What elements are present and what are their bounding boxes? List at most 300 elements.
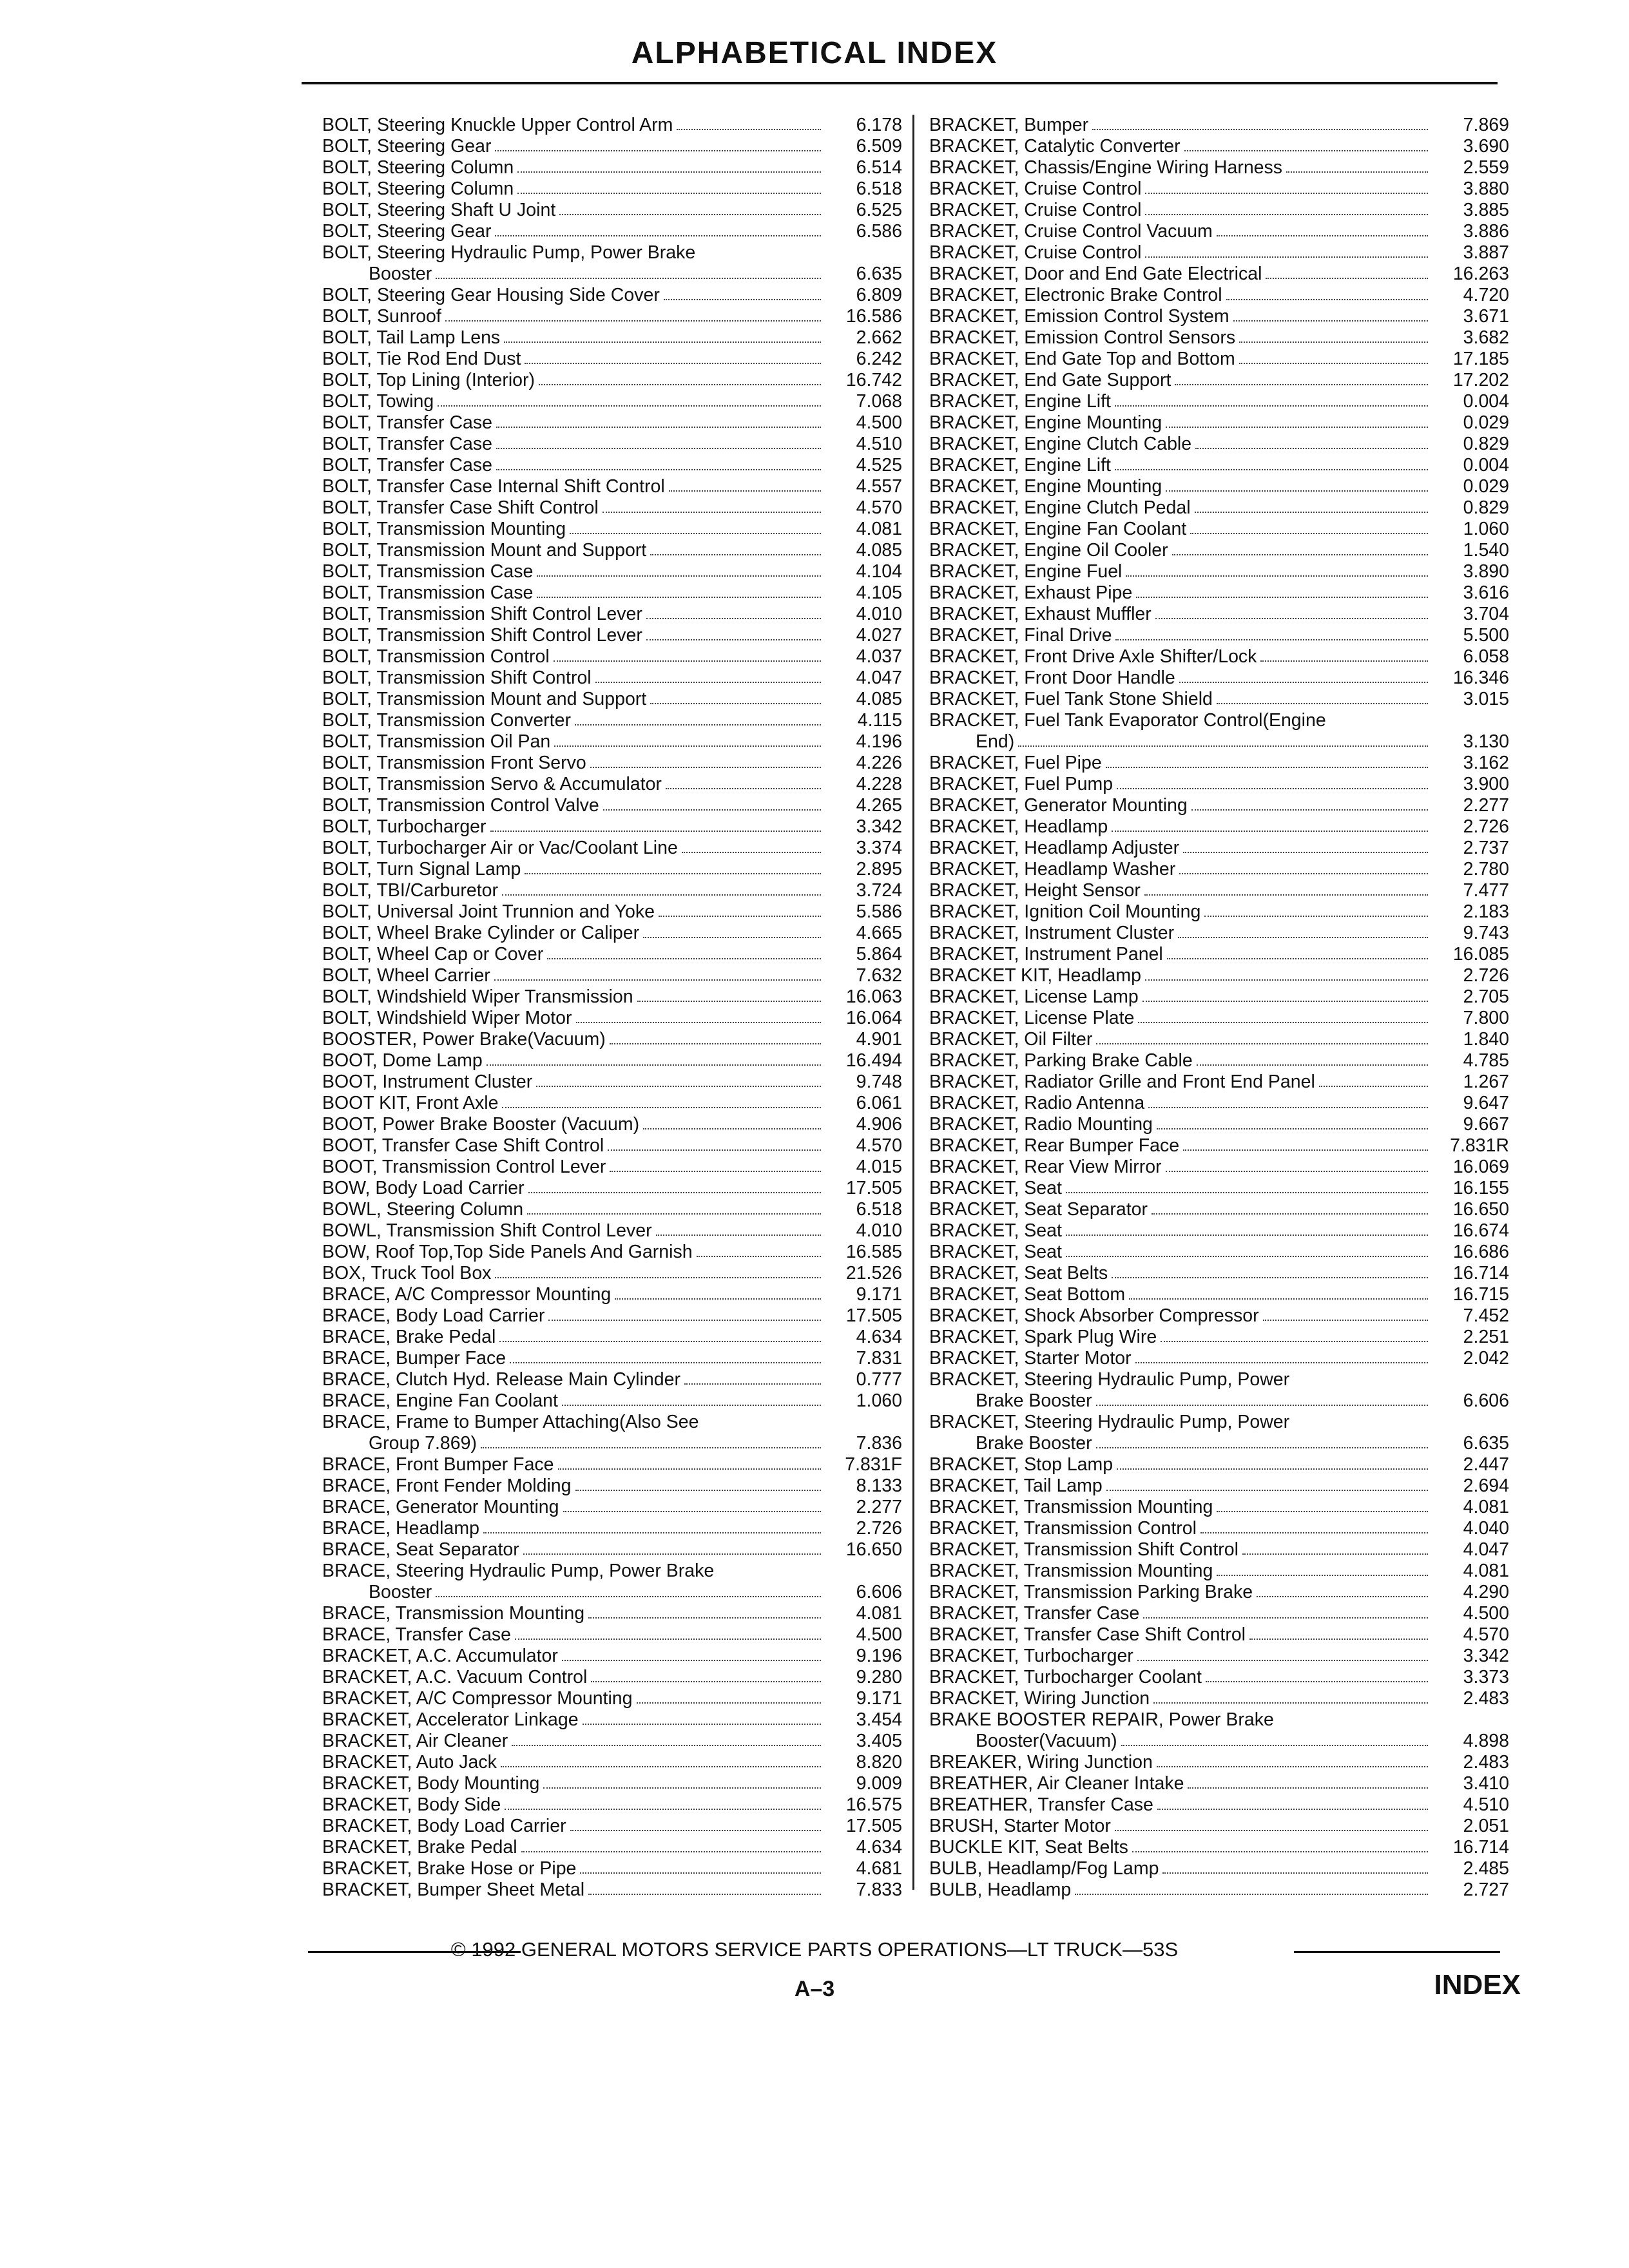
index-entry — [929, 1284, 1509, 1305]
index-entry — [929, 816, 1509, 838]
dot-leader — [1217, 1511, 1428, 1512]
dot-leader — [1195, 512, 1428, 513]
page-reference: 3.130 — [1463, 731, 1509, 752]
entry-name: BRACKET, Fuel Pipe — [929, 753, 1102, 773]
entry-name: BOLT, Steering Gear — [322, 136, 492, 157]
index-entry — [322, 1667, 902, 1688]
page-reference: 2.483 — [1463, 1752, 1509, 1773]
index-entry — [929, 986, 1509, 1008]
dot-leader — [1175, 384, 1428, 385]
page-reference: 4.570 — [856, 497, 902, 518]
page-title: ALPHABETICAL INDEX — [631, 36, 998, 70]
index-entry — [322, 1858, 902, 1879]
index-entry — [929, 1752, 1509, 1773]
index-entry — [322, 1794, 902, 1816]
entry-name: BRACKET, Engine Lift — [929, 391, 1111, 412]
dot-leader — [1239, 341, 1428, 343]
dot-leader — [1260, 660, 1428, 662]
index-entry — [322, 838, 902, 859]
entry-name: BRACE, Generator Mounting — [322, 1497, 559, 1517]
entry-name: BOLT, Steering Knuckle Upper Control Arm — [322, 115, 673, 135]
index-entry — [929, 1157, 1509, 1178]
dot-leader — [1066, 1235, 1428, 1236]
page-reference: 6.635 — [1463, 1433, 1509, 1454]
index-entry — [929, 327, 1509, 349]
entry-name: BOLT, Tie Rod End Dust — [322, 349, 521, 369]
entry-name: BRAKE BOOSTER REPAIR, Power Brake — [929, 1709, 1274, 1730]
dot-leader — [1136, 597, 1428, 598]
page-reference: 1.840 — [1463, 1029, 1509, 1050]
index-entry-continuation — [929, 1433, 1509, 1454]
page-reference: 3.015 — [1463, 689, 1509, 709]
index-entry — [322, 1879, 902, 1901]
index-entry — [322, 455, 902, 476]
dot-leader — [1129, 1298, 1428, 1300]
index-entry — [929, 1794, 1509, 1816]
index-entry — [929, 349, 1509, 370]
index-entry — [322, 859, 902, 880]
dot-leader — [1178, 937, 1428, 938]
index-entry — [322, 1008, 902, 1029]
index-entry — [322, 349, 902, 370]
index-entry — [322, 880, 902, 901]
page-reference: 1.060 — [1463, 519, 1509, 539]
page-reference: 16.263 — [1452, 264, 1509, 284]
entry-name: BRACKET, Emission Control Sensors — [929, 327, 1236, 348]
dot-leader — [650, 703, 821, 704]
index-entry — [929, 880, 1509, 901]
index-entry — [322, 370, 902, 391]
index-entry — [322, 1752, 902, 1773]
page-reference: 7.800 — [1463, 1008, 1509, 1028]
dot-leader — [1115, 469, 1428, 470]
page-reference: 2.726 — [856, 1518, 902, 1539]
page-reference: 4.228 — [856, 774, 902, 794]
dot-leader — [1096, 1043, 1428, 1044]
page-reference: 4.037 — [856, 646, 902, 667]
index-entry — [929, 1624, 1509, 1646]
index-entry — [322, 178, 902, 200]
index-entry — [322, 434, 902, 455]
page-reference: 2.895 — [856, 859, 902, 879]
index-entry — [322, 731, 902, 753]
entry-name: BRACE, Transmission Mounting — [322, 1603, 585, 1624]
dot-leader — [483, 1532, 821, 1533]
index-entry — [322, 1072, 902, 1093]
index-entry — [322, 1135, 902, 1157]
dot-leader — [1184, 150, 1428, 151]
entry-name: BRACE, Front Fender Molding — [322, 1475, 572, 1496]
dot-leader — [1263, 1320, 1428, 1321]
index-entry — [929, 1816, 1509, 1837]
entry-name-continued: Booster — [369, 1582, 432, 1602]
page-reference: 7.869 — [1463, 115, 1509, 135]
index-entry — [322, 476, 902, 497]
entry-name: BOW, Roof Top,Top Side Panels And Garnish — [322, 1242, 693, 1262]
dot-leader — [684, 1383, 821, 1385]
dot-leader — [650, 554, 821, 555]
page-reference: 2.485 — [1463, 1858, 1509, 1879]
index-entry — [322, 1539, 902, 1561]
dot-leader — [1018, 745, 1428, 747]
dot-leader — [591, 1681, 821, 1682]
entry-name: BRACKET, Final Drive — [929, 625, 1112, 646]
dot-leader — [1138, 1022, 1428, 1023]
page-reference: 4.634 — [856, 1327, 902, 1347]
dot-leader — [481, 1447, 821, 1448]
dot-leader — [576, 1022, 821, 1023]
index-entry — [322, 285, 902, 306]
entry-name: BRACKET KIT, Headlamp — [929, 965, 1141, 986]
index-entry — [322, 242, 902, 264]
entry-name: BRACKET, Transfer Case Shift Control — [929, 1624, 1246, 1645]
index-entry — [929, 1412, 1509, 1433]
index-entry — [929, 1242, 1509, 1263]
dot-leader — [537, 597, 821, 598]
index-entry — [322, 157, 902, 178]
index-entry — [929, 1773, 1509, 1794]
entry-name: BOLT, Steering Hydraulic Pump, Power Brake — [322, 242, 696, 263]
index-entry — [929, 1646, 1509, 1667]
index-entry — [929, 136, 1509, 157]
page-reference: 16.650 — [1452, 1199, 1509, 1220]
entry-name: BOLT, Transmission Mount and Support — [322, 540, 647, 561]
dot-leader — [1239, 363, 1428, 364]
entry-name: BRACKET, Cruise Control — [929, 178, 1142, 199]
dot-leader — [537, 575, 821, 577]
dot-leader — [1132, 1851, 1428, 1852]
dot-leader — [610, 1171, 821, 1172]
entry-name: BOLT, Transmission Mounting — [322, 519, 566, 539]
dot-leader — [562, 1660, 821, 1661]
entry-name: BRACE, Seat Separator — [322, 1539, 519, 1560]
title-rule — [302, 82, 1498, 84]
page-reference: 3.405 — [856, 1731, 902, 1751]
page-reference: 17.505 — [845, 1305, 902, 1326]
index-entry — [322, 1603, 902, 1624]
dot-leader — [1157, 1128, 1428, 1129]
page-reference: 6.509 — [856, 136, 902, 157]
entry-name: BRACKET, Seat — [929, 1242, 1062, 1262]
entry-name: BRACKET, Fuel Pump — [929, 774, 1113, 794]
index-entry — [322, 1390, 902, 1412]
entry-name: BRACE, Transfer Case — [322, 1624, 512, 1645]
dot-leader — [525, 873, 821, 874]
dot-leader — [1217, 703, 1428, 704]
dot-leader — [1166, 1171, 1428, 1172]
dot-leader — [1066, 1192, 1428, 1193]
index-entry — [929, 944, 1509, 965]
entry-name: BRACKET, Air Cleaner — [322, 1731, 508, 1751]
index-entry — [322, 1284, 902, 1305]
entry-name: BRACKET, End Gate Support — [929, 370, 1171, 390]
entry-name: BRACKET, Shock Absorber Compressor — [929, 1305, 1259, 1326]
page-reference: 7.632 — [856, 965, 902, 986]
dot-leader — [583, 1724, 821, 1725]
page-reference: 6.586 — [856, 221, 902, 242]
page-reference: 4.525 — [856, 455, 902, 476]
entry-name: BRACKET, Seat — [929, 1220, 1062, 1241]
entry-name: BRACKET, Engine Mounting — [929, 412, 1162, 433]
dot-leader — [1197, 1064, 1428, 1066]
entry-name: BRACKET, Body Mounting — [322, 1773, 540, 1794]
index-entry — [929, 178, 1509, 200]
dot-leader — [502, 894, 821, 896]
entry-name-continued: Brake Booster — [976, 1390, 1092, 1411]
index-entry — [322, 1731, 902, 1752]
index-entry — [929, 668, 1509, 689]
index-entry — [929, 306, 1509, 327]
page-reference: 4.906 — [856, 1114, 902, 1135]
index-entry — [929, 1327, 1509, 1348]
entry-name: BRACKET, Engine Mounting — [929, 476, 1162, 497]
entry-name: BRACKET, Bumper — [929, 115, 1089, 135]
dot-leader — [554, 745, 821, 747]
page-reference: 16.494 — [845, 1050, 902, 1071]
dot-leader — [496, 427, 821, 428]
index-entry — [322, 1348, 902, 1369]
dot-leader — [517, 193, 821, 194]
dot-leader — [1179, 873, 1428, 874]
index-entry-continuation — [929, 1390, 1509, 1412]
entry-name: BRACKET, Tail Lamp — [929, 1475, 1103, 1496]
dot-leader — [1112, 831, 1428, 832]
entry-name: BOLT, Transmission Control Valve — [322, 795, 599, 816]
index-entry — [322, 1475, 902, 1497]
dot-leader — [1204, 916, 1428, 917]
entry-name: BUCKLE KIT, Seat Belts — [929, 1837, 1128, 1858]
dot-leader — [637, 1702, 821, 1704]
index-entry — [929, 838, 1509, 859]
index-entry — [322, 774, 902, 795]
index-entry — [929, 1305, 1509, 1327]
dot-leader — [1143, 1617, 1428, 1619]
dot-leader — [438, 405, 821, 407]
page-reference: 2.051 — [1463, 1816, 1509, 1836]
page-reference: 2.705 — [1463, 986, 1509, 1007]
index-entry — [929, 1199, 1509, 1220]
entry-name: BOLT, Steering Gear — [322, 221, 492, 242]
dot-leader — [495, 150, 821, 151]
page-reference: 1.267 — [1463, 1072, 1509, 1092]
entry-name: BRACKET, Steering Hydraulic Pump, Power — [929, 1412, 1290, 1432]
entry-name: BRACKET, Transmission Mounting — [929, 1561, 1213, 1581]
page-reference: 3.616 — [1463, 582, 1509, 603]
entry-name: BOLT, Transmission Shift Control Lever — [322, 604, 642, 624]
entry-name: BRACKET, Headlamp Adjuster — [929, 838, 1180, 858]
dot-leader — [575, 724, 821, 726]
page-reference: 16.575 — [845, 1794, 902, 1815]
index-entry — [322, 115, 902, 136]
page-reference: 3.890 — [1463, 561, 1509, 582]
entry-name: BRACKET, Headlamp Washer — [929, 859, 1176, 879]
dot-leader — [1242, 1553, 1428, 1555]
index-entry — [322, 1093, 902, 1114]
page-reference: 3.690 — [1463, 136, 1509, 157]
entry-name: BOLT, Transmission Case — [322, 582, 534, 603]
index-entry — [322, 1773, 902, 1794]
page-reference: 2.726 — [1463, 965, 1509, 986]
entry-name: BRACKET, Parking Brake Cable — [929, 1050, 1193, 1071]
entry-name: BOLT, Sunroof — [322, 306, 441, 327]
entry-name-continued: End) — [976, 731, 1015, 752]
page-reference: 7.452 — [1463, 1305, 1509, 1326]
index-entry — [929, 391, 1509, 412]
page-reference: 3.682 — [1463, 327, 1509, 348]
page-reference: 16.674 — [1452, 1220, 1509, 1241]
page-reference: 2.042 — [1463, 1348, 1509, 1369]
index-entry — [322, 1497, 902, 1518]
entry-name: BRACE, Brake Pedal — [322, 1327, 496, 1347]
index-entry — [322, 1646, 902, 1667]
entry-name: BOLT, Steering Shaft U Joint — [322, 200, 556, 220]
entry-name: BRACKET, Body Load Carrier — [322, 1816, 566, 1836]
entry-name: BOLT, Transmission Shift Control — [322, 668, 592, 688]
entry-name: BOLT, Top Lining (Interior) — [322, 370, 535, 390]
entry-name: BRACKET, A.C. Accumulator — [322, 1646, 558, 1666]
dot-leader — [1195, 448, 1428, 449]
page-reference: 2.483 — [1463, 1688, 1509, 1709]
dot-leader — [1148, 1107, 1428, 1108]
dot-leader — [1066, 1256, 1428, 1257]
dot-leader — [1145, 214, 1428, 215]
page-reference: 3.410 — [1463, 1773, 1509, 1794]
page-reference: 2.277 — [1463, 795, 1509, 816]
dot-leader — [610, 1043, 821, 1044]
entry-name: BRACKET, Brake Hose or Pipe — [322, 1858, 577, 1879]
entry-name: BRACKET, Engine Clutch Cable — [929, 434, 1192, 454]
page-reference: 9.748 — [856, 1072, 902, 1092]
page-reference: 0.004 — [1463, 391, 1509, 412]
page-reference: 3.342 — [1463, 1646, 1509, 1666]
entry-name: BRACKET, Chassis/Engine Wiring Harness — [929, 157, 1283, 178]
dot-leader — [517, 171, 821, 173]
index-entry — [322, 412, 902, 434]
index-entry — [929, 646, 1509, 668]
entry-name: BRACKET, Cruise Control Vacuum — [929, 221, 1213, 242]
page-reference: 7.831F — [845, 1454, 902, 1475]
index-entry — [929, 476, 1509, 497]
dot-leader — [515, 1639, 821, 1640]
entry-name: BRACKET, Turbocharger — [929, 1646, 1133, 1666]
dot-leader — [1226, 299, 1428, 300]
index-entry — [322, 1242, 902, 1263]
entry-name: BOLT, Windshield Wiper Motor — [322, 1008, 572, 1028]
dot-leader — [1157, 1766, 1428, 1767]
entry-name-continued: Booster(Vacuum) — [976, 1731, 1117, 1751]
entry-name: BRACKET, Headlamp — [929, 816, 1108, 837]
page-reference: 4.898 — [1463, 1731, 1509, 1751]
entry-name: BRACKET, End Gate Top and Bottom — [929, 349, 1235, 369]
dot-leader — [525, 363, 821, 364]
entry-name: BRACKET, Engine Lift — [929, 455, 1111, 476]
page-reference: 16.064 — [845, 1008, 902, 1028]
page-reference: 2.737 — [1463, 838, 1509, 858]
index-entry — [322, 986, 902, 1008]
page-reference: 4.047 — [856, 668, 902, 688]
page-reference: 2.727 — [1463, 1879, 1509, 1900]
entry-name: BRACKET, Seat Separator — [929, 1199, 1148, 1220]
index-entry — [322, 1114, 902, 1135]
entry-name: BRACKET, Rear Bumper Face — [929, 1135, 1180, 1156]
page-reference: 0.029 — [1463, 412, 1509, 433]
entry-name: BRACKET, Cruise Control — [929, 200, 1142, 220]
entry-name: BOLT, Transfer Case Shift Control — [322, 497, 599, 518]
dot-leader — [1217, 235, 1428, 236]
index-entry — [929, 200, 1509, 221]
dot-leader — [1144, 894, 1428, 896]
entry-name: BRACKET, Fuel Tank Evaporator Control(Engine — [929, 710, 1326, 731]
entry-name: BRACKET, A.C. Vacuum Control — [322, 1667, 588, 1687]
index-entry — [322, 540, 902, 561]
index-entry — [929, 1561, 1509, 1582]
index-entry — [929, 1475, 1509, 1497]
entry-name: BOLT, Steering Gear Housing Side Cover — [322, 285, 660, 305]
dot-leader — [656, 1235, 821, 1236]
entry-name: BOLT, Tail Lamp Lens — [322, 327, 501, 348]
index-entry — [929, 221, 1509, 242]
dot-leader — [588, 1617, 821, 1619]
index-entry — [322, 136, 902, 157]
entry-name: BRACKET, Fuel Tank Stone Shield — [929, 689, 1213, 709]
index-entry — [929, 965, 1509, 986]
index-entry — [322, 391, 902, 412]
dot-leader — [1106, 1490, 1428, 1491]
page-reference: 4.510 — [856, 434, 902, 454]
dot-leader — [539, 384, 821, 385]
page-reference: 16.346 — [1452, 668, 1509, 688]
page-reference: 9.647 — [1463, 1093, 1509, 1113]
index-entry — [929, 1582, 1509, 1603]
dot-leader — [558, 1468, 821, 1470]
index-entry-continuation — [322, 1433, 902, 1454]
entry-name: BRACKET, Cruise Control — [929, 242, 1142, 263]
page-reference: 6.058 — [1463, 646, 1509, 667]
dot-leader — [1137, 1660, 1428, 1661]
entry-name: BRACKET, Seat Belts — [929, 1263, 1108, 1283]
page-reference: 3.373 — [1463, 1667, 1509, 1687]
index-entry — [929, 1135, 1509, 1157]
section-label: INDEX — [1434, 1969, 1521, 2001]
dot-leader — [1135, 1362, 1428, 1363]
dot-leader — [554, 660, 821, 662]
entry-name: BRACKET, Auto Jack — [322, 1752, 497, 1773]
index-entry — [929, 497, 1509, 519]
index-entry — [322, 1199, 902, 1220]
index-entry — [322, 816, 902, 838]
page-reference: 4.010 — [856, 1220, 902, 1241]
index-entry-continuation — [929, 1731, 1509, 1752]
page-reference: 6.178 — [856, 115, 902, 135]
entry-name: BOLT, Wheel Brake Cylinder or Caliper — [322, 923, 640, 943]
page-reference: 0.777 — [856, 1369, 902, 1390]
page-reference: 2.694 — [1463, 1475, 1509, 1496]
page-reference: 16.714 — [1452, 1837, 1509, 1858]
page-reference: 4.226 — [856, 753, 902, 773]
page-reference: 4.720 — [1463, 285, 1509, 305]
dot-leader — [1249, 1639, 1428, 1640]
index-entry — [929, 1497, 1509, 1518]
entry-name: BRACKET, Turbocharger Coolant — [929, 1667, 1202, 1687]
index-entry — [929, 1220, 1509, 1242]
entry-name: BRACKET, Engine Oil Cooler — [929, 540, 1168, 561]
entry-name: BOLT, Turn Signal Lamp — [322, 859, 521, 879]
index-entry — [929, 1072, 1509, 1093]
entry-name: BRACKET, Door and End Gate Electrical — [929, 264, 1262, 284]
entry-name: BRACKET, Catalytic Converter — [929, 136, 1181, 157]
index-entry — [929, 710, 1509, 731]
entry-name: BRACKET, Exhaust Pipe — [929, 582, 1133, 603]
